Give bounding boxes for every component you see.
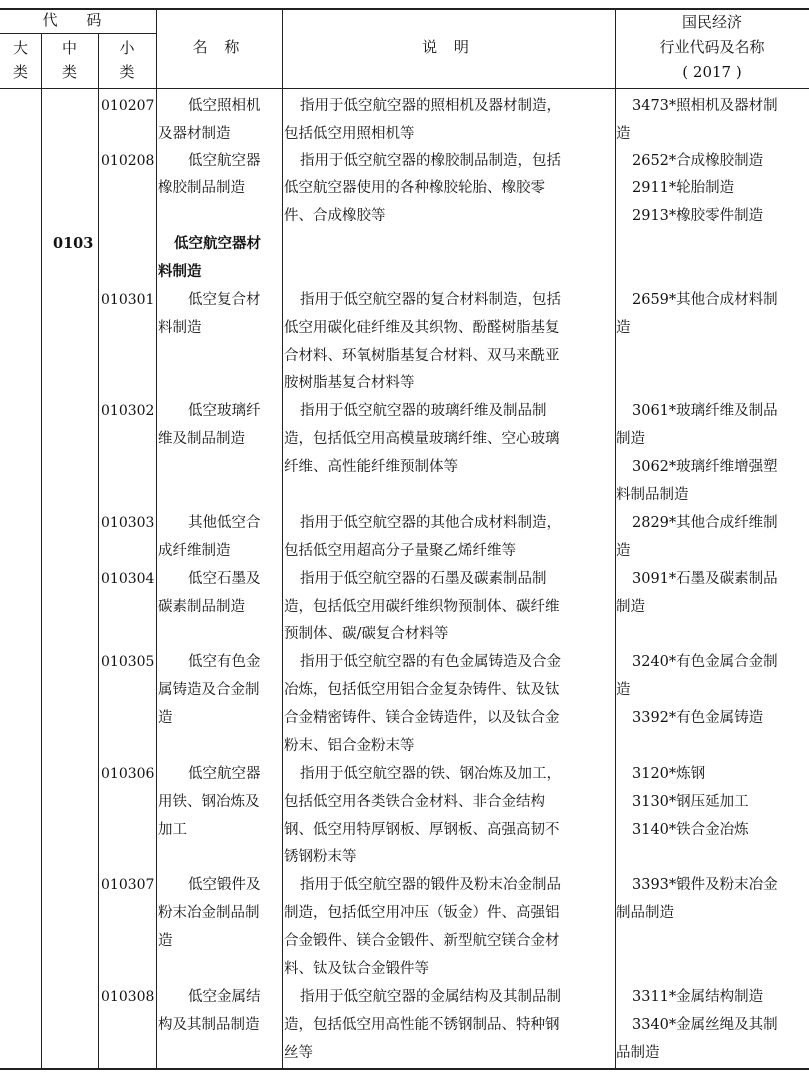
row-industry-line: 制品制造 (616, 905, 674, 921)
row-desc-line: 件、合成橡胶等 (284, 208, 386, 224)
row-name-line: 粉末冶金制品制 (158, 905, 260, 921)
row-desc-line: 低空用碳化硅纤维及其织物、酚醛树脂基复 (284, 320, 560, 336)
row-desc-line: 指用于低空航空器的铁、钢冶炼及加工， (300, 766, 561, 782)
row-desc-line: 包括低空用照相机等 (284, 126, 415, 142)
row-industry-line: 3340*金属丝绳及其制 (632, 1017, 778, 1033)
header-industry-3: ( 2017 ) (682, 63, 742, 81)
row-name-line: 加工 (158, 822, 187, 838)
row-desc-line: 合金锻件、镁合金锻件、新型航空镁合金材 (284, 933, 560, 949)
header-bottom-rule (0, 88, 809, 89)
row-name-line: 低空航空器 (188, 153, 261, 169)
header-xiao-2: 类 (119, 63, 135, 81)
row-industry-line: 制造 (616, 431, 645, 447)
row-industry-line: 2652*合成橡胶制造 (632, 153, 764, 169)
header-code: 代 码 (42, 11, 114, 29)
row-desc-line: 造，包括低空用高性能不锈钢制品、特种钢 (284, 1017, 560, 1033)
row-desc-line: 指用于低空航空器的照相机及器材制造， (300, 98, 561, 114)
row-name-line: 低空玻璃纤 (188, 403, 261, 419)
row-industry-line: 3393*锻件及粉末冶金 (632, 877, 778, 893)
table-bottom-rule (0, 1068, 809, 1070)
row-desc-line: 锈钢粉末等 (284, 849, 357, 865)
header-xiao-1: 小 (119, 39, 135, 57)
header-name: 名 称 (192, 38, 246, 56)
row-code: 010303 (101, 515, 155, 531)
row-industry-line: 造 (616, 320, 631, 336)
row-code: 010307 (101, 877, 155, 893)
row-industry-line: 造 (616, 543, 631, 559)
row-code: 010208 (101, 153, 155, 169)
row-name-line: 橡胶制品制造 (158, 180, 245, 196)
row-industry-line: 3120*炼钢 (632, 766, 706, 782)
row-desc-line: 合材料、环氧树脂基复合材料、双马来酰亚 (284, 348, 560, 364)
row-name-line: 低空锻件及 (188, 877, 261, 893)
row-industry-line: 造 (616, 126, 631, 142)
row-desc-line: 指用于低空航空器的玻璃纤维及制品制 (300, 403, 547, 419)
col-divider-zhong (98, 33, 99, 1069)
row-desc-line: 指用于低空航空器的锻件及粉末冶金制品 (300, 877, 561, 893)
header-zhong-2: 类 (61, 63, 77, 81)
row-desc-line: 预制体、碳/碳复合材料等 (284, 626, 449, 642)
row-desc-line: 制造，包括低空用冲压（钣金）件、高强铝 (284, 905, 560, 921)
row-industry-line: 造 (616, 682, 631, 698)
row-desc-line: 指用于低空航空器的复合材料制造，包括 (300, 292, 561, 308)
row-industry-line: 制造 (616, 599, 645, 615)
row-code: 010301 (101, 292, 155, 308)
row-desc-line: 造，包括低空用碳纤维织物预制体、碳纤维 (284, 599, 560, 615)
row-desc-line: 包括低空用各类铁合金材料、非合金结构 (284, 794, 545, 810)
row-desc-line: 造，包括低空用高模量玻璃纤维、空心玻璃 (284, 431, 560, 447)
row-desc-line: 胺树脂基复合材料等 (284, 375, 415, 391)
row-name-line: 及器材制造 (158, 126, 231, 142)
row-industry-line: 3062*玻璃纤维增强塑 (632, 459, 778, 475)
row-name-line: 低空金属结 (188, 989, 261, 1005)
row-name-line: 低空石墨及 (188, 571, 261, 587)
row-industry-line: 2659*其他合成材料制 (632, 292, 778, 308)
row-industry-line: 3240*有色金属合金制 (632, 654, 778, 670)
row-name-line: 造 (158, 933, 173, 949)
row-industry-line: 3130*钢压延加工 (632, 794, 749, 810)
row-industry-line: 3091*石墨及碳素制品 (632, 571, 778, 587)
group-name-line: 料制造 (158, 263, 202, 280)
row-desc-line: 纤维、高性能纤维预制体等 (284, 459, 458, 475)
row-desc-line: 指用于低空航空器的有色金属铸造及合金 (300, 654, 561, 670)
row-industry-line: 3311*金属结构制造 (632, 989, 764, 1005)
row-name-line: 用铁、钢冶炼及 (158, 794, 260, 810)
row-code: 010304 (101, 571, 155, 587)
header-da-2: 类 (12, 63, 28, 81)
header-desc: 说 明 (422, 38, 475, 56)
col-divider-xiao (156, 8, 157, 1069)
row-industry-line: 料制品制造 (616, 487, 689, 503)
row-desc-line: 钢、低空用特厚钢板、厚钢板、高强高韧不 (284, 822, 560, 838)
row-industry-line: 3061*玻璃纤维及制品 (632, 403, 778, 419)
row-industry-line: 3140*铁合金冶炼 (632, 822, 749, 838)
row-name-line: 低空复合材 (188, 292, 261, 308)
row-industry-line: 3392*有色金属铸造 (632, 710, 764, 726)
row-name-line: 低空有色金 (188, 654, 261, 670)
row-industry-line: 2913*橡胶零件制造 (632, 208, 764, 224)
row-code: 010306 (101, 766, 155, 782)
row-desc-line: 丝等 (284, 1045, 313, 1061)
row-name-line: 造 (158, 710, 173, 726)
col-divider-name (282, 8, 283, 1069)
row-code: 010207 (101, 98, 155, 114)
group-name-line: 低空航空器材 (174, 235, 261, 252)
row-industry-line: 2829*其他合成纤维制 (632, 515, 778, 531)
row-name-line: 属铸造及合金制 (158, 682, 260, 698)
row-industry-line: 2911*轮胎制造 (632, 180, 735, 196)
row-desc-line: 低空航空器使用的各种橡胶轮胎、橡胶零 (284, 180, 545, 196)
col-divider-da (41, 33, 42, 1069)
header-da-1: 大 (12, 39, 28, 57)
row-name-line: 料制造 (158, 320, 202, 336)
header-code-rule (0, 33, 157, 34)
header-industry-1: 国民经济 (681, 13, 742, 31)
row-name-line: 其他低空合 (188, 515, 261, 531)
row-desc-line: 冶炼，包括低空用铝合金复杂铸件、钛及钛 (284, 682, 560, 698)
row-desc-line: 指用于低空航空器的石墨及碳素制品制 (300, 571, 547, 587)
row-name-line: 维及制品制造 (158, 431, 245, 447)
row-code: 010308 (101, 989, 155, 1005)
row-desc-line: 包括低空用超高分子量聚乙烯纤维等 (284, 543, 516, 559)
row-name-line: 构及其制品制造 (158, 1017, 260, 1033)
header-zhong-1: 中 (61, 39, 77, 57)
row-desc-line: 指用于低空航空器的金属结构及其制品制 (300, 989, 561, 1005)
row-desc-line: 指用于低空航空器的其他合成材料制造， (300, 515, 561, 531)
row-name-line: 成纤维制造 (158, 543, 231, 559)
header-industry-2: 行业代码及名称 (659, 38, 765, 56)
row-name-line: 碳素制品制造 (158, 599, 245, 615)
row-name-line: 低空航空器 (188, 766, 261, 782)
row-code: 010305 (101, 654, 155, 670)
group-code: 0103 (53, 235, 94, 252)
row-industry-line: 品制造 (616, 1045, 660, 1061)
row-desc-line: 料、钛及钛合金锻件等 (284, 961, 429, 977)
row-code: 010302 (101, 403, 155, 419)
row-name-line: 低空照相机 (188, 98, 261, 114)
row-desc-line: 合金精密铸件、镁合金铸造件，以及钛合金 (284, 710, 560, 726)
row-desc-line: 指用于低空航空器的橡胶制品制造，包括 (300, 153, 561, 169)
row-desc-line: 粉末、铝合金粉末等 (284, 738, 415, 754)
row-industry-line: 3473*照相机及器材制 (632, 98, 778, 114)
